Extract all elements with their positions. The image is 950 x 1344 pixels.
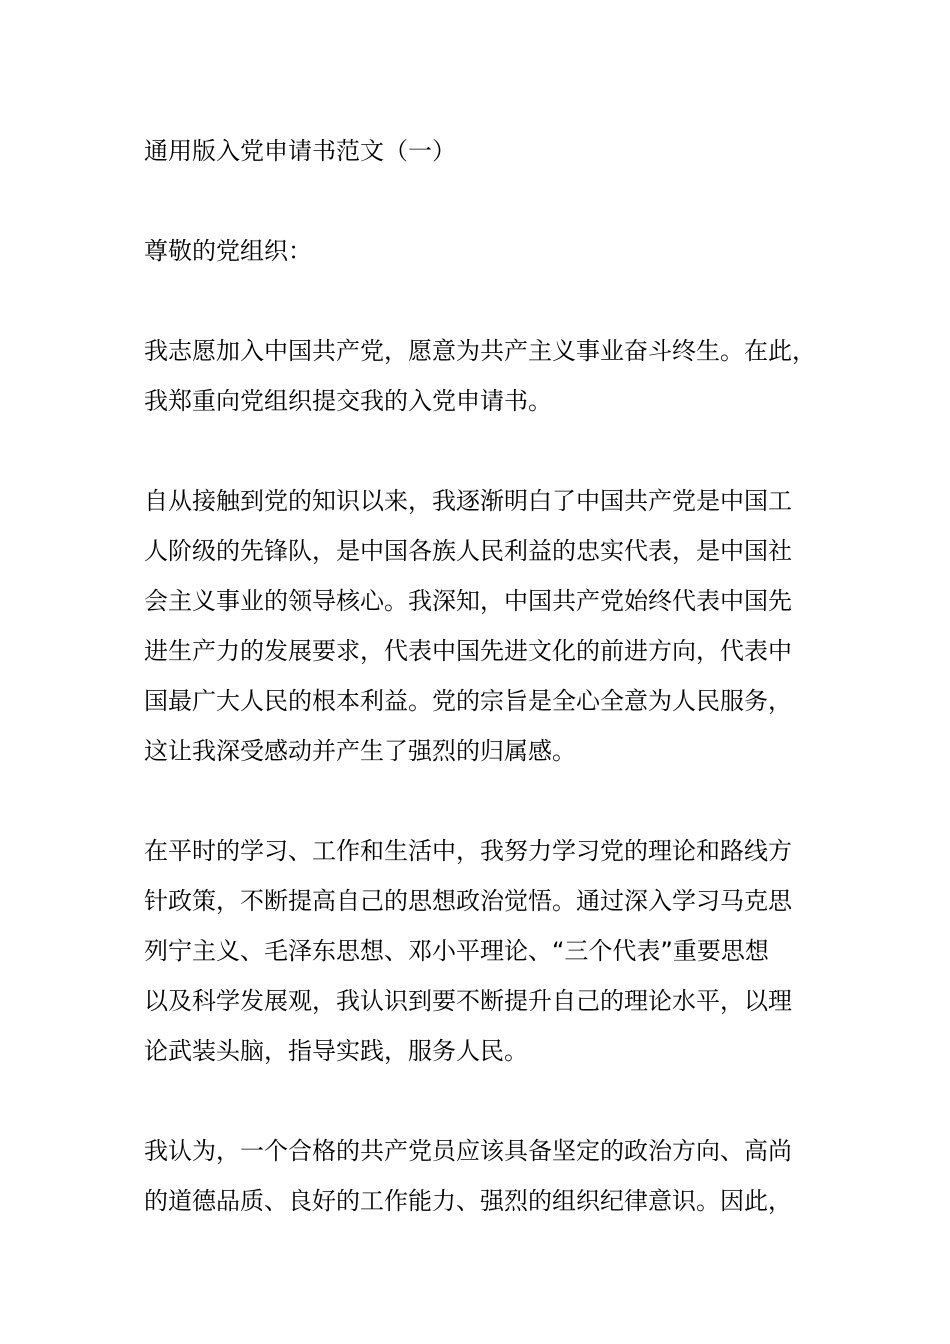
paragraph-line: 人阶级的先锋队，是中国各族人民利益的忠实代表，是中国社 (144, 537, 792, 565)
paragraph-line: 自从接触到党的知识以来，我逐渐明白了中国共产党是中国工 (144, 487, 792, 515)
paragraph-line: 进生产力的发展要求，代表中国先进文化的前进方向，代表中 (144, 637, 792, 665)
document-page (144, 126, 824, 1226)
paragraph-line: 我志愿加入中国共产党，愿意为共产主义事业奋斗终生。在此， (144, 337, 816, 365)
paragraph-1 (144, 326, 824, 426)
paragraph-line: 国最广大人民的根本利益。党的宗旨是全心全意为人民服务， (144, 687, 792, 715)
paragraph-line: 在平时的学习、工作和生活中，我努力学习党的理论和路线方 (144, 837, 792, 865)
salutation: 尊敬的党组织： (144, 237, 312, 265)
paragraph-line: 以及科学发展观，我认识到要不断提升自己的理论水平，以理 (144, 987, 792, 1015)
paragraph-line: 列宁主义、毛泽东思想、邓小平理论、“三个代表”重要思想 (144, 937, 769, 965)
paragraph-line: 会主义事业的领导核心。我深知，中国共产党始终代表中国先 (144, 587, 792, 615)
document-title: 通用版入党申请书范文（一） (144, 137, 456, 165)
paragraph-line: 的道德品质、良好的工作能力、强烈的组织纪律意识。因此， (144, 1187, 792, 1215)
paragraph-line: 针政策，不断提高自己的思想政治觉悟。通过深入学习马克思 (144, 887, 792, 915)
paragraph-line: 我认为，一个合格的共产党员应该具备坚定的政治方向、高尚 (144, 1137, 792, 1165)
paragraph-4 (144, 1126, 824, 1226)
paragraph-2 (144, 476, 824, 776)
paragraph-line: 这让我深受感动并产生了强烈的归属感。 (144, 737, 576, 765)
paragraph-line: 我郑重向党组织提交我的入党申请书。 (144, 387, 552, 415)
paragraph-line: 论武装头脑，指导实践，服务人民。 (144, 1037, 528, 1065)
paragraph-3 (144, 826, 824, 1076)
